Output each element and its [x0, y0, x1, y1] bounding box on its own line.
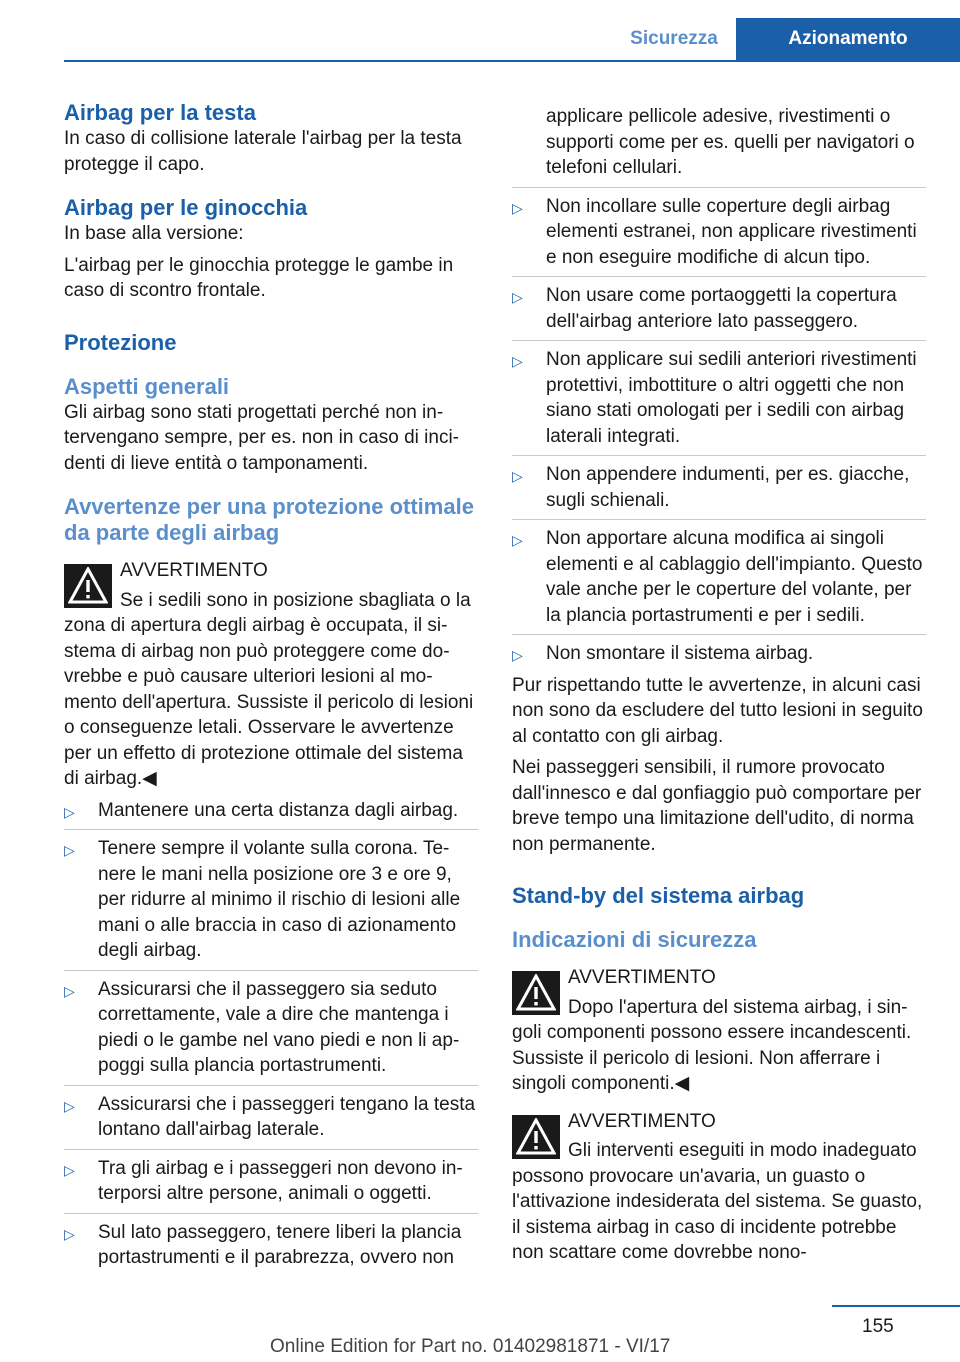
- heading-indicazioni: Indicazioni di sicurezza: [512, 927, 757, 952]
- footer-rule: [832, 1305, 960, 1307]
- triangle-bullet-icon: ▷: [512, 647, 523, 663]
- heading-airbag-ginocchia: Airbag per le ginocchia: [64, 195, 308, 220]
- list-item: ▷ Non appendere indumenti, per es. giacche, sugli schienali.: [512, 456, 926, 520]
- tab-sicurezza[interactable]: Sicurezza: [630, 28, 718, 49]
- warning-text: Dopo l'apertura del sistema airbag, i singoli componenti possono essere incandescenti. Sussiste il pericolo di lesioni. Non afferrare i singoli componenti.◀: [512, 996, 912, 1094]
- triangle-bullet-icon: ▷: [64, 1161, 75, 1178]
- triangle-bullet-icon: ▷: [512, 199, 523, 216]
- heading-aspetti-generali: Aspetti generali: [64, 373, 230, 399]
- precautions-list: [64, 792, 478, 1277]
- list-item: ▷ Non incollare sulle coperture degli airbag elementi estranei, non applicare rivestimenti e non eseguire modifiche di alcun tipo.: [512, 188, 926, 278]
- heading-airbag-testa: Airbag per la testa: [64, 100, 256, 125]
- list-item: ▷ Assicurarsi che il passeggero sia seduto correttamente, vale a dire che mantenga i piedi o le gambe nel vano piedi e non li appoggi sulla plancia portastrumenti.: [64, 971, 478, 1086]
- triangle-bullet-icon: ▷: [64, 1097, 75, 1114]
- triangle-bullet-icon: ▷: [64, 982, 75, 999]
- warning-text: Se i sedili sono in posizione sbagliata o la zona di apertura degli airbag è occupata, il sistema di airbag non può proteggere come dovrebbe e può causare ulteriori lesioni al momento dell'apertura. Sussiste il pericolo di lesioni o conseguenze letali. Osservare le avvertenze per un effetto di protezione ottimale del sistema di airbag.◀: [64, 589, 474, 789]
- list-item: ▷ Non usare come portaoggetti la copertura dell'airbag anteriore lato passeggero.: [512, 277, 926, 341]
- list-item: ▷ Mantenere una certa distanza dagli airbag.: [64, 792, 478, 831]
- warning-box: [64, 558, 478, 792]
- left-column: [64, 100, 478, 1277]
- triangle-bullet-icon: ▷: [64, 842, 75, 858]
- edition-label: Online Edition for Part no. 01402981871 - VI/17: [270, 1336, 671, 1357]
- warning-text: Gli interventi eseguiti in modo inadeguato possono provocare un'avaria, un guasto o l'attivazione indesiderata del sistema. Se guasto, il sistema airbag in caso di incidente potrebbe non scattare come dovrebbe nono-: [512, 1140, 923, 1263]
- list-item: ▷ Tenere sempre il volante sulla corona. Tenere le mani nella posizione ore 3 e ore 9, per ridurre al minimo il rischio di lesioni alle mani o alle braccia in caso di azionamento degli airbag.: [64, 830, 478, 971]
- list-item: ▷ Assicurarsi che i passeggeri tengano la testa lontano dall'airbag laterale.: [64, 1086, 478, 1150]
- heading-standby: Stand-by del sistema airbag: [512, 883, 805, 908]
- text-versione: In base alla versione:: [64, 223, 244, 244]
- warning-triangle-icon: [512, 971, 560, 1015]
- warning-box: [512, 1109, 926, 1266]
- triangle-bullet-icon: ▷: [512, 468, 523, 484]
- warning-triangle-icon: [512, 1115, 560, 1159]
- right-column: [512, 104, 926, 1266]
- warning-title: AVVERTIMENTO: [568, 1110, 716, 1132]
- list-item: ▷ Non applicare sui sedili anteriori rivestimenti protettivi, imbottiture o altri oggetti che non siano stati omologati per i sedili con airbag laterali integrati.: [512, 341, 926, 456]
- tab-azionamento[interactable]: Azionamento: [736, 18, 960, 60]
- precautions-list-continued: [512, 188, 926, 673]
- list-item: ▷ Tra gli airbag e i passeggeri non devono interporsi altre persone, animali o oggetti.: [64, 1150, 478, 1214]
- triangle-bullet-icon: ▷: [512, 289, 523, 305]
- list-item: ▷ Sul lato passeggero, tenere liberi la plancia portastrumenti e il parabrezza, ovvero non: [64, 1221, 462, 1268]
- text-passeggeri-sensibili: Nei passeggeri sensibili, il rumore provocato dall'innesco e dal gonfiaggio può comportare per breve tempo una limitazione dell'udito, di norma non permanente.: [512, 757, 922, 855]
- warning-title: AVVERTIMENTO: [120, 560, 268, 581]
- warning-title: AVVERTIMENTO: [568, 967, 716, 988]
- triangle-bullet-icon: ▷: [64, 803, 75, 820]
- text-airbag-testa: In caso di collisione laterale l'airbag per la testa protegge il capo.: [64, 128, 462, 175]
- list-item: ▷ Non smontare il sistema airbag.: [512, 635, 926, 673]
- warning-triangle-icon: [64, 564, 112, 608]
- triangle-bullet-icon: ▷: [512, 532, 523, 548]
- text-aspetti-generali: Gli airbag sono stati progettati perché non intervengano sempre, per es. non in caso di incidenti di lieve entità o tamponamenti.: [64, 401, 459, 474]
- heading-avvertenze: Avvertenze per una protezione ottimale da parte degli airbag: [64, 494, 474, 545]
- text-airbag-ginocchia: L'airbag per le ginocchia protegge le gambe in caso di scontro frontale.: [64, 254, 454, 301]
- text-rispettando: Pur rispettando tutte le avvertenze, in alcuni casi non sono da escludere del tutto lesioni in seguito al contatto con gli airbag.: [512, 674, 923, 747]
- triangle-bullet-icon: ▷: [64, 1225, 75, 1242]
- header-rule: [64, 60, 960, 62]
- warning-box: [512, 965, 926, 1097]
- page-number: 155: [862, 1316, 894, 1337]
- list-item-continued: applicare pellicole adesive, rivestimenti o supporti come per es. quelli per navigatori o telefoni cellulari.: [512, 104, 926, 188]
- heading-protezione: Protezione: [64, 329, 177, 355]
- triangle-bullet-icon: ▷: [512, 353, 523, 369]
- page-header: [0, 0, 960, 62]
- list-item: ▷ Non apportare alcuna modifica ai singoli elementi e al cablaggio dell'impianto. Questo vale anche per le coperture del volante, per la plancia portastrumenti e per i sedili.: [512, 520, 926, 635]
